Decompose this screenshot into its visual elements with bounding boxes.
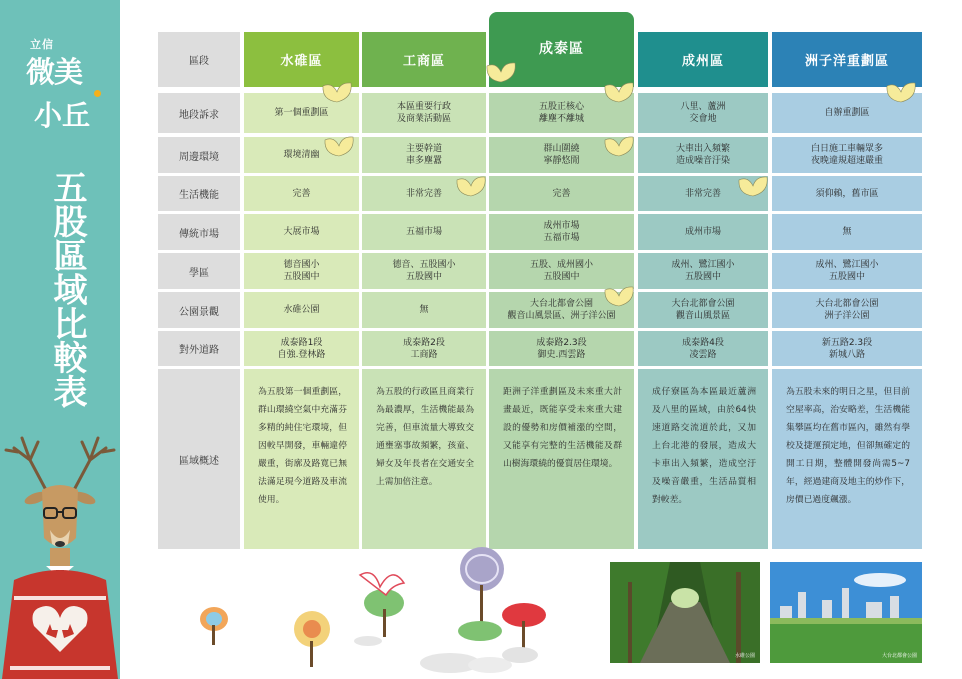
photo-caption: 大台北都會公園 [881,653,917,659]
table-cell-living: 須仰賴，舊市區 [772,176,922,211]
table-cell-environment: 大車出入頻繁 造成噪音汙染 [638,137,768,173]
row-label-park: 公園景觀 [158,292,240,328]
table-cell-road: 成泰路1段 自強.登林路 [244,331,359,366]
zone-header-chengtai: 成泰區 [489,12,634,87]
brand-name-bottom: 小丘 [34,99,91,132]
zone-header-gongshang: 工商區 [362,32,486,87]
zone-header-shuidui: 水碓區 [244,32,359,87]
table-cell-environment: 環境清幽 [244,137,359,173]
table-cell-market: 成州市場 [638,214,768,250]
table-cell-park: 無 [362,292,486,328]
decorative-trees-illustration [190,545,570,679]
butterfly-icon [884,80,918,104]
butterfly-icon [602,134,636,158]
row-label-market: 傳統市場 [158,214,240,250]
butterfly-icon [602,284,636,308]
row-label-demand: 地段訴求 [158,93,240,133]
table-cell-school: 成州、鷺江國小 五股國中 [772,253,922,289]
table-cell-living: 非常完善 [638,176,768,211]
row-label-road: 對外道路 [158,331,240,366]
zone-header-chengzhou: 成州區 [638,32,768,87]
table-cell-park: 大台北都會公園 觀音山風景區、洲子洋公園 [489,292,634,328]
table-cell-school: 德音國小 五股國中 [244,253,359,289]
table-cell-overview: 距洲子洋重劃區及未來重大計畫最近，既能享受未來重大建設的優勢和房價補漲的空間，又能享有完整的生活機能及群山樹海環繞的優質居住環境。 [489,369,634,549]
table-cell-road: 成泰路2.3段 御史.西雲路 [489,331,634,366]
table-cell-park: 水碓公園 [244,292,359,328]
table-cell-road: 成泰路2段 工商路 [362,331,486,366]
butterfly-icon [320,80,354,104]
table-cell-environment: 群山圍繞 寧靜悠閒 [489,137,634,173]
brand-name-mid: 微美 [26,55,83,89]
sidebar-panel [0,0,120,679]
table-cell-demand: 八里、蘆洲 交會地 [638,93,768,133]
table-cell-school: 德音、五股國小 五股國中 [362,253,486,289]
row-label-overview: 區域概述 [158,369,240,549]
brand-dot [94,90,101,97]
city-skyline-photo [770,562,922,663]
table-cell-demand: 第一個重劃區 [244,93,359,133]
table-cell-market: 大展市場 [244,214,359,250]
header-label-cell: 區段 [158,32,240,87]
table-cell-environment: 主要幹道 車多塵囂 [362,137,486,173]
photo-caption: 水碓公園 [734,653,755,659]
table-cell-demand: 本區重要行政 及商業活動區 [362,93,486,133]
table-cell-overview: 為五股未來的明日之星，但目前空屋率高，治安略差，生活機能集攀區均在舊市區內，雖然有學校及捷運預定地，但卻無確定的開工日期，整體開發尚需5~7年，經過建商及地主的炒作下，房價已過度飆漲。 [772,369,922,549]
butterfly-icon [736,174,770,198]
table-cell-overview: 成仔寮區為本區最近蘆洲及八里的區域，由於64快速道路交流道於此，又加上台北港的發展，造成大卡車出入頻繁，造成空汙及噪音嚴重，生活品質相對較差。 [638,369,768,549]
table-cell-park: 大台北都會公園 觀音山風景區 [638,292,768,328]
table-cell-market: 五福市場 [362,214,486,250]
table-cell-demand: 自辦重劃區 [772,93,922,133]
table-cell-school: 成州、鷺江國小 五股國中 [638,253,768,289]
table-cell-overview: 為五股的行政區且商業行為最濃厚，生活機能最為完善，但車流量大導致交通壅塞事故頻繁，孩童、婦女及年長者在交通安全上需加倍注意。 [362,369,486,549]
table-cell-market: 無 [772,214,922,250]
row-label-living: 生活機能 [158,176,240,211]
table-cell-road: 新五路2.3段 新城八路 [772,331,922,366]
table-cell-road: 成泰路4段 凌雲路 [638,331,768,366]
table-cell-demand: 五股正核心 離塵不離城 [489,93,634,133]
zone-header-zhouziyang: 洲子洋重劃區 [772,32,922,87]
brand-name-top: 立信 [30,38,54,51]
butterfly-icon [602,80,636,104]
park-path-photo [610,562,760,663]
table-cell-school: 五股、成州國小 五股國中 [489,253,634,289]
butterfly-icon [322,134,356,158]
table-cell-environment: 白日施工車輛眾多 夜晚違規超速嚴重 [772,137,922,173]
butterfly-icon [454,174,488,198]
table-cell-overview: 為五股第一個重劃區，群山環繞空氣中充滿芬多精的純住宅環境，但因較早開發，車輛違停嚴重，街廓及路寬已無法滿足現今道路及車流使用。 [244,369,359,549]
page-title: 五股區域比較表 [47,170,87,408]
deer-mascot-illustration [0,420,120,679]
table-cell-park: 大台北都會公園 洲子洋公園 [772,292,922,328]
table-cell-living: 完善 [244,176,359,211]
butterfly-icon [484,60,518,84]
table-cell-market: 成州市場 五福市場 [489,214,634,250]
row-label-environment: 周邊環境 [158,137,240,173]
table-cell-living: 完善 [489,176,634,211]
table-cell-living: 非常完善 [362,176,486,211]
row-label-school: 學區 [158,253,240,289]
